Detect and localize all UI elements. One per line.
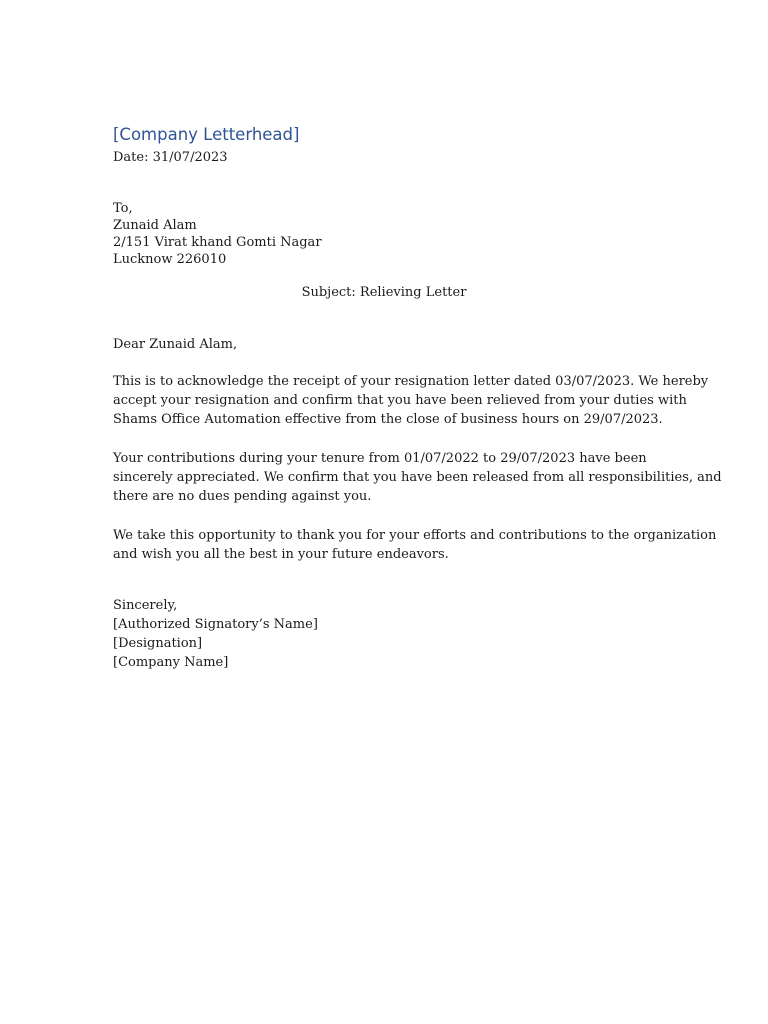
recipient-name: Zunaid Alam [113, 218, 197, 233]
signatory-designation: [Designation] [113, 636, 203, 651]
paragraph-line: and wish you all the best in your future endeavors. [113, 547, 449, 562]
signature-block [113, 596, 673, 672]
recipient-block [113, 200, 322, 268]
paragraph-line: Shams Office Automation effective from the close of business hours on 29/07/2023. [113, 412, 663, 427]
body-paragraph-2 [113, 449, 722, 506]
recipient-address-line2: Lucknow 226010 [113, 252, 227, 267]
recipient-address-line1: 2/151 Virat khand Gomti Nagar [113, 235, 322, 250]
company-letterhead: [Company Letterhead] [113, 125, 300, 144]
paragraph-line: sincerely appreciated. We confirm that you have been released from all responsibilities, and [113, 470, 722, 485]
letter-subject: Subject: Relieving Letter [301, 285, 467, 300]
paragraph-line: This is to acknowledge the receipt of your resignation letter dated 03/07/2023. We hereby [113, 374, 709, 389]
paragraph-line: We take this opportunity to thank you for your efforts and contributions to the organization [113, 528, 717, 543]
company-name: [Company Name] [113, 655, 229, 670]
salutation: Dear Zunaid Alam, [113, 337, 238, 352]
letter-date: Date: 31/07/2023 [113, 150, 228, 165]
body-paragraph-1 [113, 372, 709, 429]
paragraph-line: there are no dues pending against you. [113, 489, 372, 504]
paragraph-line: Your contributions during your tenure from 01/07/2022 to 29/07/2023 have been [113, 451, 647, 466]
signatory-name: [Authorized Signatory’s Name] [113, 617, 318, 632]
recipient-to: To, [113, 201, 133, 216]
body-paragraph-3 [113, 526, 717, 564]
paragraph-line: accept your resignation and confirm that you have been relieved from your duties with [113, 393, 687, 408]
closing-sincerely: Sincerely, [113, 598, 178, 613]
